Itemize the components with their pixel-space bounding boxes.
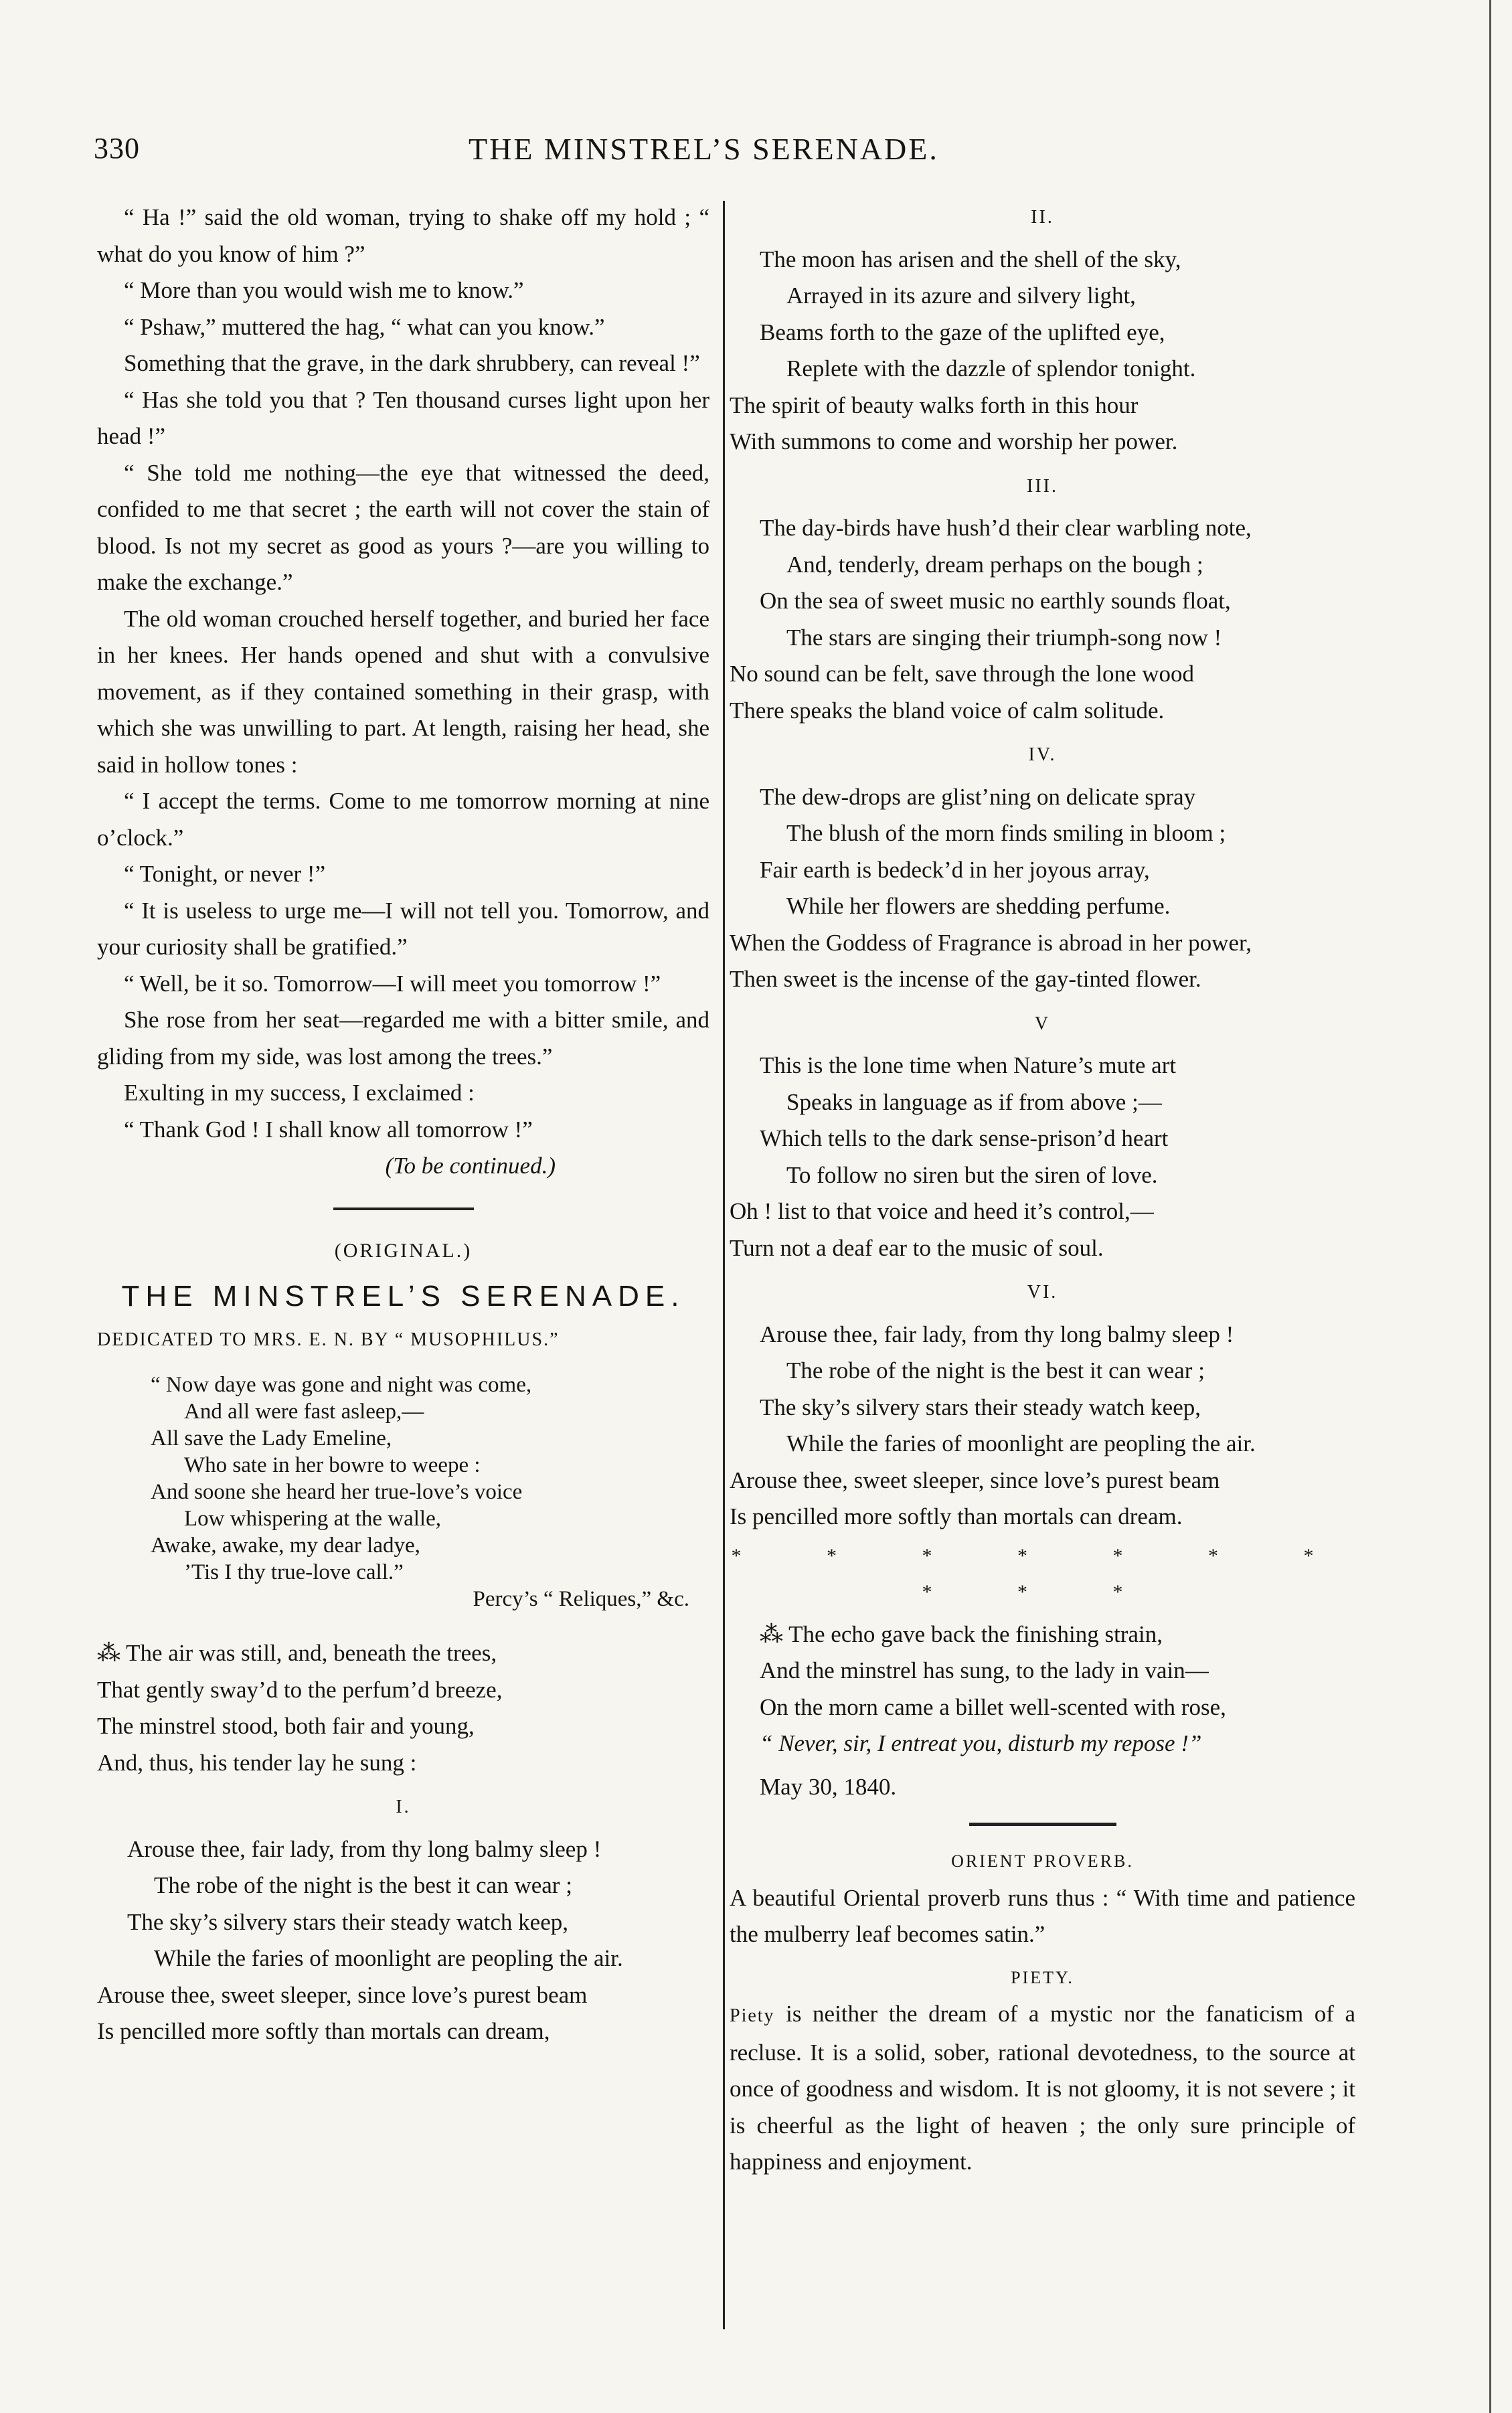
- verse-line: The robe of the night is the best it can wear ;: [154, 1872, 572, 1898]
- left-column: [97, 199, 709, 2050]
- page-edge-line: [1489, 0, 1491, 2413]
- verse-line: Arouse thee, fair lady, from thy long balmy sleep !: [127, 1835, 602, 1862]
- page-number: 330: [94, 132, 140, 165]
- paragraph: “ Has she told you that ? Ten thousand curses light upon her head !”: [97, 386, 709, 449]
- paragraph: A beautiful Oriental proverb runs thus : “ With time and patience the mulberry leaf becomes satin.”: [730, 1884, 1355, 1947]
- paragraph: “ She told me nothing—the eye that witnessed the deed, confided to me that secret ; the earth will not cover the stain of blood. Is not my secret as good as yours ?—are you willing to make the exchange.”: [97, 459, 709, 595]
- running-title: THE MINSTREL’S SERENADE.: [469, 132, 939, 166]
- motto-attribution: Percy’s “ Reliques,” &c.: [473, 1587, 689, 1611]
- verse-line: And, thus, his tender lay he sung :: [97, 1749, 417, 1776]
- verse-line: Replete with the dazzle of splendor tonight.: [786, 355, 1196, 382]
- verse-line: The day-birds have hush’d their clear warbling note,: [760, 515, 1252, 541]
- paragraph: “ I accept the terms. Come to me tomorrow morning at nine o’clock.”: [97, 788, 709, 851]
- verse-line: Is pencilled more softly than mortals can dream.: [730, 1503, 1183, 1529]
- paragraph: “ Ha !” said the old woman, trying to shake off my hold ; “ what do you know of him ?”: [97, 204, 709, 267]
- to-be-continued: (To be continued.): [385, 1153, 556, 1179]
- verse-line: Awake, awake, my dear ladye,: [151, 1533, 420, 1558]
- verse-line: The stars are singing their triumph-song now !: [786, 624, 1222, 651]
- verse-line: There speaks the bland voice of calm solitude.: [730, 697, 1165, 724]
- paragraph: “ Pshaw,” muttered the hag, “ what can you know.”: [124, 313, 605, 340]
- verse-line: Low whispering at the walle,: [184, 1507, 441, 1531]
- stanza-numeral: III.: [1027, 475, 1058, 497]
- section-heading: ORIENT PROVERB.: [951, 1851, 1134, 1871]
- verse-line: The sky’s silvery stars their steady watch keep,: [760, 1394, 1201, 1420]
- section-rule: [969, 1823, 1116, 1826]
- verse-line: The dew-drops are glist’ning on delicate spray: [760, 783, 1196, 810]
- verse-line: Oh ! list to that voice and heed it’s control,—: [730, 1198, 1154, 1224]
- verse-line: ’Tis I thy true-love call.”: [184, 1560, 404, 1584]
- verse-line: No sound can be felt, save through the lone wood: [730, 661, 1195, 687]
- verse-line: Turn not a deaf ear to the music of soul.: [730, 1234, 1104, 1261]
- page-header: [94, 131, 1352, 178]
- verse-line: This is the lone time when Nature’s mute art: [760, 1052, 1177, 1078]
- verse-line: The blush of the morn finds smiling in bloom ;: [786, 820, 1226, 846]
- asterism-row: * * * * * * * * * *: [731, 1544, 1354, 1603]
- paragraph: [730, 1996, 1355, 2181]
- closing-verse: [730, 1616, 1355, 1806]
- verse-line: Arouse thee, sweet sleeper, since love’s purest beam: [97, 1981, 588, 2008]
- verse-line: Is pencilled more softly than mortals can dream,: [97, 2018, 550, 2044]
- paragraph: “ Tonight, or never !”: [124, 861, 326, 887]
- paragraph: “ It is useless to urge me—I will not tell you. Tomorrow, and your curiosity shall be gratified.”: [97, 897, 709, 960]
- verse-line: Arrayed in its azure and silvery light,: [786, 282, 1136, 309]
- paragraph: Something that the grave, in the dark shrubbery, can reveal !”: [124, 350, 700, 376]
- section-rule: [333, 1208, 474, 1210]
- verse-line: The spirit of beauty walks forth in this hour: [730, 392, 1139, 418]
- verse-line: And soone she heard her true-love’s voice: [151, 1480, 523, 1504]
- verse-line: All save the Lady Emeline,: [151, 1426, 392, 1450]
- narrative-verse: [97, 1635, 709, 1781]
- lead-word: Piety: [730, 2005, 775, 2026]
- stanza-vi: [730, 1317, 1355, 1535]
- verse-line: Speaks in language as if from above ;—: [786, 1088, 1162, 1115]
- verse-line: While the faries of moonlight are peopling the air.: [154, 1945, 623, 1971]
- verse-line: And the minstrel has sung, to the lady in vain—: [760, 1657, 1209, 1683]
- verse-line: To follow no siren but the siren of love.: [786, 1161, 1158, 1188]
- verse-line: Fair earth is bedeck’d in her joyous array,: [760, 856, 1150, 883]
- verse-line: That gently sway’d to the perfum’d breeze,: [97, 1676, 503, 1703]
- verse-line: And, tenderly, dream perhaps on the bough ;: [786, 551, 1203, 578]
- paragraph-text: is neither the dream of a mystic nor the fanaticism of a recluse. It is a solid, sober, rational devotedness, to the source at once of goodness and wisdom. It is not gloomy, it is not severe ; it is cheerful as the light of heaven ; the only sure principle of happiness and enjoyment.: [730, 2001, 1355, 2175]
- paragraph: The old woman crouched herself together, and buried her face in her knees. Her hands opened and shut with a convulsive movement, as if they contained something in their grasp, with which she was unwilling to part. At length, raising her head, she said in hollow tones :: [97, 605, 709, 778]
- verse-line: The sky’s silvery stars their steady watch keep,: [127, 1908, 568, 1935]
- verse-line: When the Goddess of Fragrance is abroad in her power,: [730, 929, 1252, 956]
- verse-line: Beams forth to the gaze of the uplifted eye,: [760, 319, 1165, 345]
- stanza-numeral: IV.: [1028, 744, 1057, 765]
- verse-line: Then sweet is the incense of the gay-tinted flower.: [730, 966, 1201, 992]
- section-heading: PIETY.: [1011, 1967, 1074, 1987]
- verse-line: While her flowers are shedding perfume.: [786, 893, 1171, 919]
- paragraph: “ Thank God ! I shall know all tomorrow !”: [124, 1116, 533, 1143]
- stanza-numeral: I.: [396, 1797, 411, 1817]
- verse-line: ⁂ The air was still, and, beneath the trees,: [97, 1640, 497, 1666]
- verse-line: The robe of the night is the best it can wear ;: [786, 1357, 1205, 1384]
- paragraph: Exulting in my success, I exclaimed :: [124, 1080, 475, 1106]
- verse-line: On the morn came a billet well-scented with rose,: [760, 1693, 1226, 1720]
- verse-line: While the faries of moonlight are peopling the air.: [786, 1430, 1256, 1457]
- paragraph: She rose from her seat—regarded me with a bitter smile, and gliding from my side, was lost among the trees.”: [97, 1007, 709, 1070]
- verse-line: And all were fast asleep,—: [184, 1400, 424, 1424]
- verse-line: “ Now daye was gone and night was come,: [151, 1373, 532, 1397]
- motto-verse: [97, 1371, 709, 1586]
- verse-line: The moon has arisen and the shell of the sky,: [760, 246, 1181, 272]
- verse-line: On the sea of sweet music no earthly sounds float,: [760, 588, 1231, 614]
- poem-date: May 30, 1840.: [760, 1773, 897, 1800]
- verse-line: Arouse thee, fair lady, from thy long balmy sleep !: [760, 1321, 1234, 1347]
- poem-title: THE MINSTREL’S SERENADE.: [121, 1280, 685, 1313]
- verse-line: Who sate in her bowre to weepe :: [184, 1453, 481, 1477]
- stanza-numeral: II.: [1031, 207, 1054, 228]
- verse-line: Arouse thee, sweet sleeper, since love’s purest beam: [730, 1467, 1220, 1493]
- paragraph: “ More than you would wish me to know.”: [124, 277, 524, 303]
- paragraph: “ Well, be it so. Tomorrow—I will meet you tomorrow !”: [124, 970, 661, 997]
- stanza-numeral: V: [1034, 1013, 1051, 1034]
- verse-line: With summons to come and worship her power.: [730, 428, 1178, 454]
- column-divider: [723, 201, 725, 2329]
- stanza-ii: [730, 242, 1355, 461]
- stanza-i: [97, 1831, 709, 2050]
- right-column: [730, 199, 1355, 2181]
- verse-line: “ Never, sir, I entreat you, disturb my repose !”: [760, 1730, 1202, 1756]
- original-tag: (ORIGINAL.): [334, 1239, 473, 1262]
- stanza-iii: [730, 510, 1355, 729]
- stanza-v: [730, 1048, 1355, 1266]
- verse-line: Which tells to the dark sense-prison’d heart: [760, 1125, 1169, 1151]
- verse-line: ⁂ The echo gave back the finishing strain,: [760, 1620, 1163, 1647]
- stanza-iv: [730, 779, 1355, 998]
- stanza-numeral: VI.: [1027, 1282, 1058, 1303]
- verse-line: The minstrel stood, both fair and young,: [97, 1713, 475, 1739]
- dedication: DEDICATED TO MRS. E. N. BY “ MUSOPHILUS.”: [97, 1329, 560, 1350]
